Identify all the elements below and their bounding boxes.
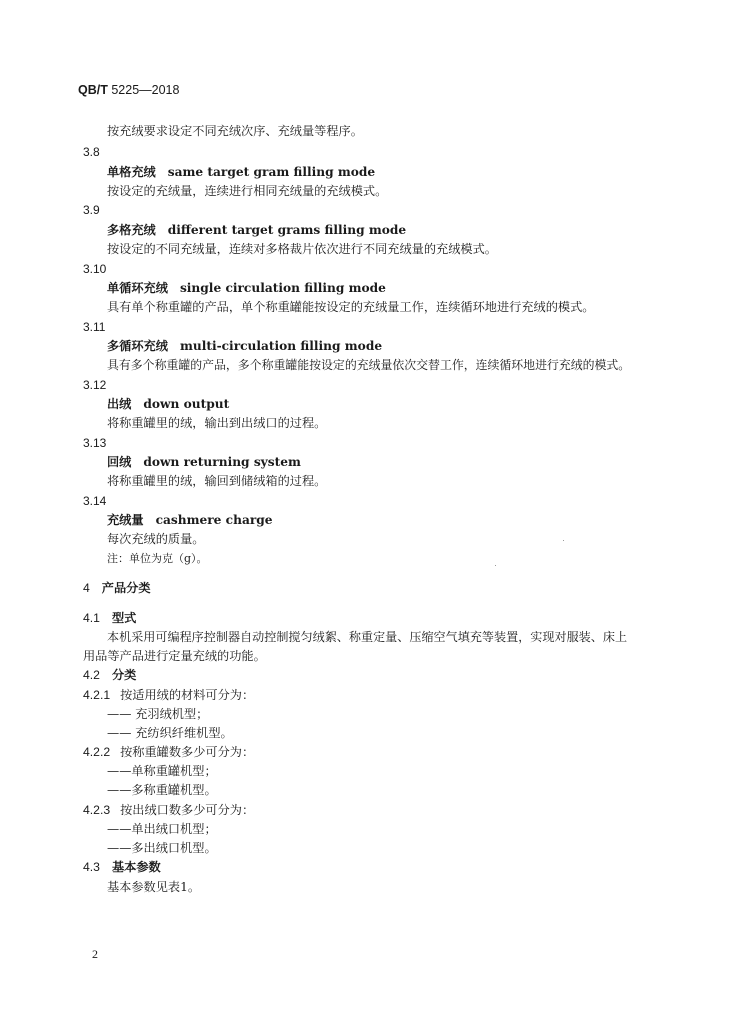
subsection-number: 4.1 [83,611,100,625]
term-heading [107,164,375,180]
paragraph-line: 基本参数见表1。 [107,880,201,894]
term-heading [107,280,386,296]
clause-number: 4.2.2 [83,745,111,759]
clause-text: 按适用绒的材料可分为： [120,688,255,702]
clause-text: 按称重罐数多少可分为： [120,745,255,759]
term-en: single circulation filling mode [179,281,386,295]
term-number: 3.8 [83,145,100,159]
term-en: different target grams filling mode [167,223,407,237]
subsection-number: 4.2 [83,668,100,682]
subsection-title: 型式 [111,611,137,625]
term-heading [107,512,273,528]
term-zh: 多循环充绒 [107,339,168,353]
term-definition: 将称重罐里的绒，输出到出绒口的过程。 [107,416,327,430]
paragraph-line: 本机采用可编程序控制器自动控制搅匀绒絮、称重定量、压缩空气填充等装置，实现对服装、床上 [107,630,628,644]
subsection-title: 基本参数 [111,860,161,874]
subsection-heading [83,667,136,683]
subsection-heading [83,859,161,875]
term-zh: 多格充绒 [107,223,156,237]
term-number: 3.14 [83,494,107,508]
term-en: multi-circulation filling mode [179,339,383,353]
standard-prefix: QB/T [78,83,108,97]
list-item: —— 充羽绒机型； [107,707,209,721]
term-en: down returning system [143,455,301,469]
term-number: 3.10 [83,262,107,276]
paragraph-line: 用品等产品进行定量充绒的功能。 [83,649,266,663]
list-item: ——多出绒口机型。 [107,841,217,855]
section-title: 产品分类 [101,581,151,595]
intro-line: 按充绒要求设定不同充绒次序、充绒量等程序。 [107,124,363,138]
standard-id [78,82,179,98]
term-number: 3.9 [83,203,100,217]
clause [83,687,254,703]
term-zh: 出绒 [107,397,132,411]
term-definition: 具有单个称重罐的产品，单个称重罐能按设定的充绒量工作，连续循环地进行充绒的模式。 [107,300,595,314]
term-definition: 具有多个称重罐的产品，多个称重罐能按设定的充绒量依次交替工作，连续循环地进行充绒的模式。 [107,358,631,372]
clause [83,744,254,760]
unit-note: 注：单位为克（g）。 [107,552,208,565]
term-zh: 充绒量 [107,513,144,527]
term-zh: 回绒 [107,455,132,469]
clause-number: 4.2.3 [83,803,111,817]
term-number: 3.11 [83,320,106,334]
list-item: ——单出绒口机型； [107,822,217,836]
scan-speck [495,565,496,566]
subsection-number: 4.3 [83,860,100,874]
standard-number: 5225—2018 [111,83,180,97]
term-definition: 按设定的不同充绒量，连续对多格裁片依次进行不同充绒量的充绒模式。 [107,242,497,256]
term-definition: 按设定的充绒量，连续进行相同充绒量的充绒模式。 [107,184,388,198]
clause-text: 按出绒口数多少可分为： [120,803,255,817]
section-heading [83,580,151,596]
subsection-heading [83,610,136,626]
term-zh: 单格充绒 [107,165,156,179]
term-number: 3.13 [83,436,107,450]
page-number: 2 [92,947,98,961]
term-heading [107,338,382,354]
subsection-title: 分类 [111,668,137,682]
clause [83,802,254,818]
list-item: ——单称重罐机型； [107,764,217,778]
list-item: ——多称重罐机型。 [107,783,217,797]
section-number: 4 [83,581,90,595]
term-definition: 将称重罐里的绒，输回到储绒箱的过程。 [107,474,327,488]
term-en: down output [143,397,230,411]
term-heading [107,396,229,412]
term-heading [107,454,301,470]
list-item: —— 充纺织纤维机型。 [107,726,233,740]
term-definition: 每次充绒的质量。 [107,532,205,546]
scan-speck [563,540,564,541]
clause-number: 4.2.1 [83,688,111,702]
term-en: same target gram filling mode [167,165,376,179]
term-zh: 单循环充绒 [107,281,168,295]
term-number: 3.12 [83,378,107,392]
term-en: cashmere charge [155,513,273,527]
term-heading [107,222,406,238]
